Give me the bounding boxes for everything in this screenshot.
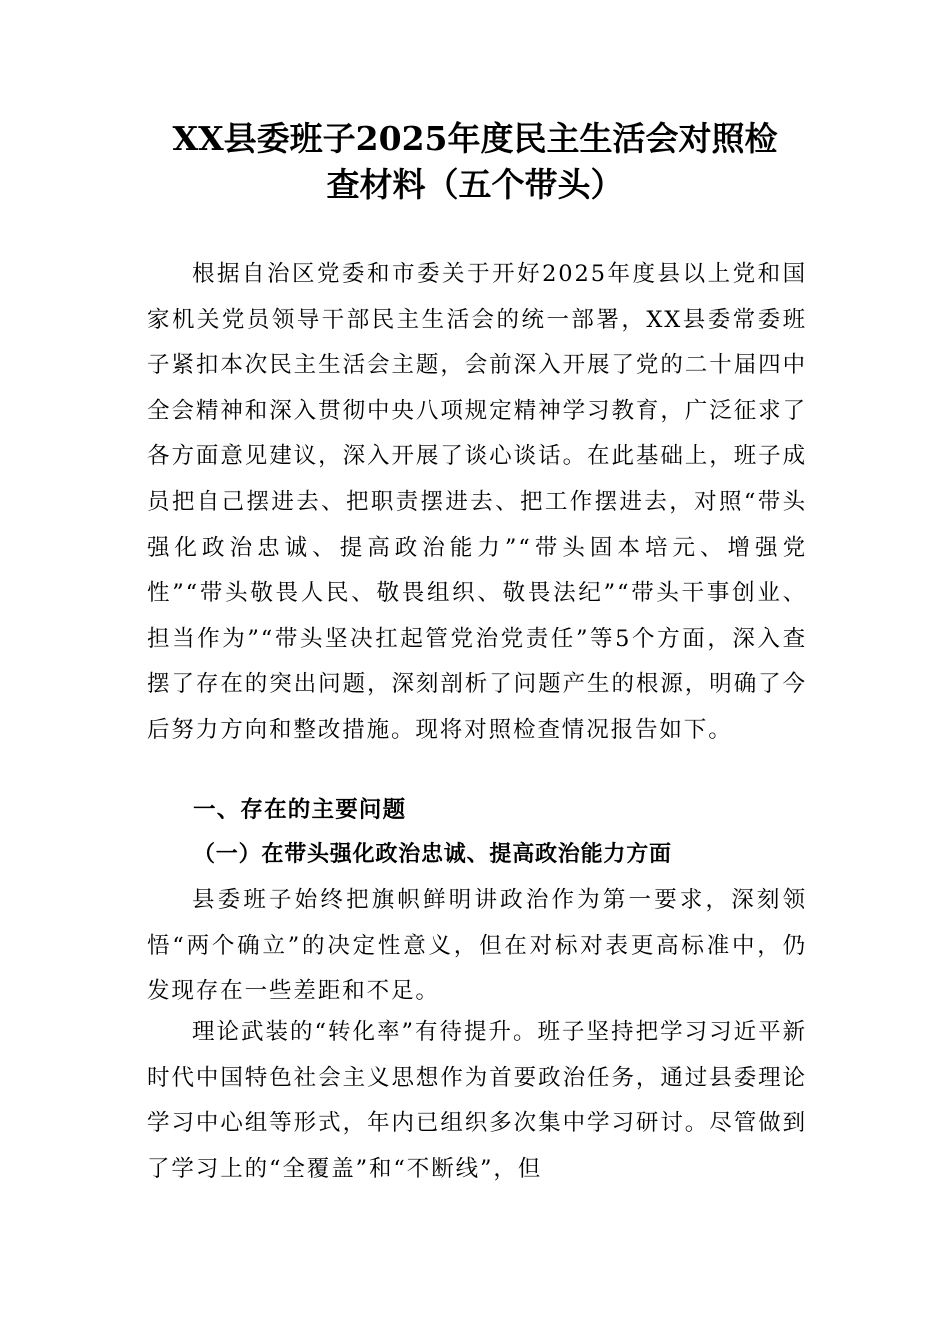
- subsection-intro-paragraph: 县委班子始终把旗帜鲜明讲政治作为第一要求，深刻领悟“两个确立”的决定性意义，但在对标对表更高标准中，仍发现存在一些差距和不足。: [147, 887, 807, 1005]
- document-title-line-2: 查材料（五个带头）: [326, 165, 624, 204]
- theory-paragraph: 理论武装的“转化率”有待提升。班子坚持把学习习近平新时代中国特色社会主义思想作为首要政治任务，通过县委理论学习中心组等形式，年内已组织多次集中学习研讨。尽管做到了学习上的“全覆盖”和“不断线”，但: [147, 1019, 807, 1182]
- intro-paragraph: 根据自治区党委和市委关于开好2025年度县以上党和国家机关党员领导干部民主生活会的统一部署，XX县委常委班子紧扣本次民主生活会主题，会前深入开展了党的二十届四中全会精神和深入贯彻中央八项规定精神学习教育，广泛征求了各方面意见建议，深入开展了谈心谈话。在此基础上，班子成员把自己摆进去、把职责摆进去、把工作摆进去，对照“带头强化政治忠诚、提高政治能力”“带头固本培元、增强党性”“带头敬畏人民、敬畏组织、敬畏法纪”“带头干事创业、担当作为”“带头坚决扛起管党治党责任”等5个方面，深入查摆了存在的突出问题，深刻剖析了问题产生的根源，明确了今后努力方向和整改措施。现将对照检查情况报告如下。: [147, 261, 807, 743]
- document-title-line-1: XX县委班子2025年度民主生活会对照检: [172, 119, 778, 158]
- section-heading-problems: 一、存在的主要问题: [193, 797, 407, 823]
- subsection-heading-political-loyalty: （一）在带头强化政治忠诚、提高政治能力方面: [193, 841, 672, 867]
